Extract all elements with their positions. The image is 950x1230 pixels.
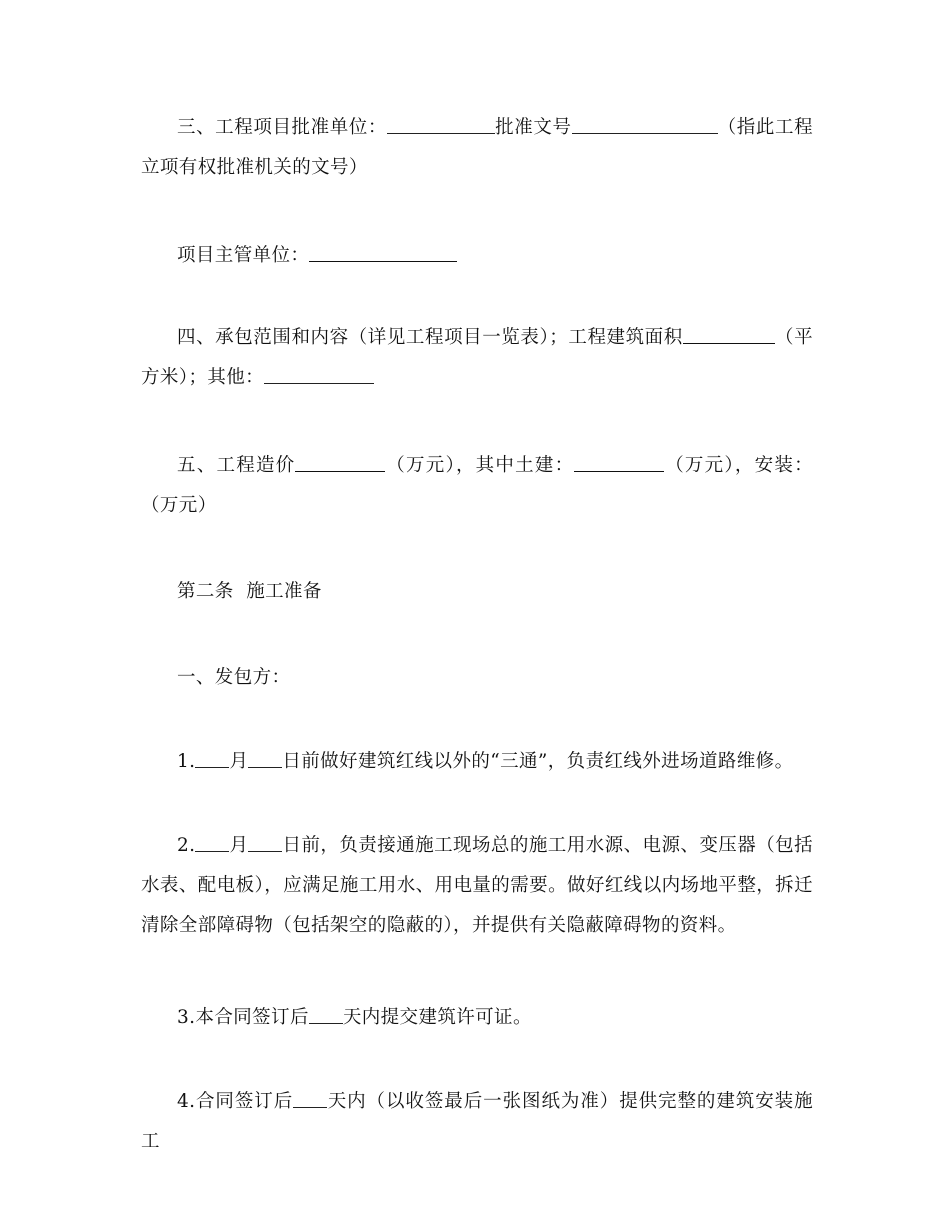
item-2-day-blank: [248, 850, 282, 852]
other-blank: [264, 382, 374, 384]
section-heading-construction-prep: [141, 572, 813, 612]
paragraph-item-4: [141, 1082, 813, 1162]
paragraph-supervising-unit: [141, 236, 813, 276]
approval-unit-label: 三、工程项目批准单位：: [177, 117, 387, 138]
civil-cost-label: （万元），其中土建：: [385, 455, 575, 476]
item-2-month-label: 月: [229, 835, 249, 856]
item-1-text: 日前做好建筑红线以外的“三通”，负责红线外进场道路维修。: [282, 751, 794, 772]
item-3-text-start: 3.本合同签订后: [177, 1007, 309, 1028]
building-area-blank: [683, 342, 775, 344]
supervising-unit-blank: [309, 260, 457, 262]
paragraph-item-2: [141, 826, 813, 946]
item-2-month-blank: [195, 850, 229, 852]
item-2-number: 2.: [177, 835, 196, 856]
approval-number-note: （指此工程立项有权批准机关的文号）: [141, 117, 813, 178]
item-1-day-blank: [248, 766, 282, 768]
approval-number-blank: [572, 132, 718, 134]
item-4-days-blank: [293, 1106, 327, 1108]
cost-blank: [295, 470, 385, 472]
paragraph-item-1: [141, 742, 813, 782]
install-cost-label: （万元），安装：（万元）: [141, 455, 813, 516]
employer-label: 一、发包方：: [177, 667, 291, 688]
supervising-unit-label: 项目主管单位：: [177, 245, 310, 266]
civil-cost-blank: [574, 470, 664, 472]
item-1-month-label: 月: [229, 751, 249, 772]
item-4-text-end: 天内（以收签最后一张图纸为准）提供完整的建筑安装施工: [141, 1091, 813, 1152]
paragraph-scope: [141, 318, 813, 398]
item-1-number: 1.: [177, 751, 196, 772]
paragraph-cost: [141, 446, 813, 526]
item-3-text-end: 天内提交建筑许可证。: [342, 1007, 532, 1028]
item-1-month-blank: [195, 766, 229, 768]
item-2-text: 日前，负责接通施工现场总的施工用水源、电源、变压器（包括水表、配电板），应满足施工用水、用电量的需要。做好红线以内场地平整，拆迁清除全部障碍物（包括架空的隐蔽的），并提供有关隐蔽障碍物的资料。: [141, 835, 813, 936]
paragraph-item-3: [141, 998, 813, 1038]
section-heading-text: 第二条 施工准备: [177, 581, 322, 602]
scope-label: 四、承包范围和内容（详见工程项目一览表）；工程建筑面积: [177, 327, 683, 348]
cost-label: 五、工程造价: [177, 455, 296, 476]
paragraph-employer: [141, 658, 813, 698]
approval-unit-blank: [387, 132, 495, 134]
item-3-days-blank: [309, 1022, 343, 1024]
paragraph-approval-unit: [141, 108, 813, 188]
area-unit-other-label: （平方米）；其他：: [141, 327, 813, 388]
approval-number-label: 批准文号: [494, 117, 572, 138]
item-4-text-start: 4.合同签订后: [177, 1091, 294, 1112]
